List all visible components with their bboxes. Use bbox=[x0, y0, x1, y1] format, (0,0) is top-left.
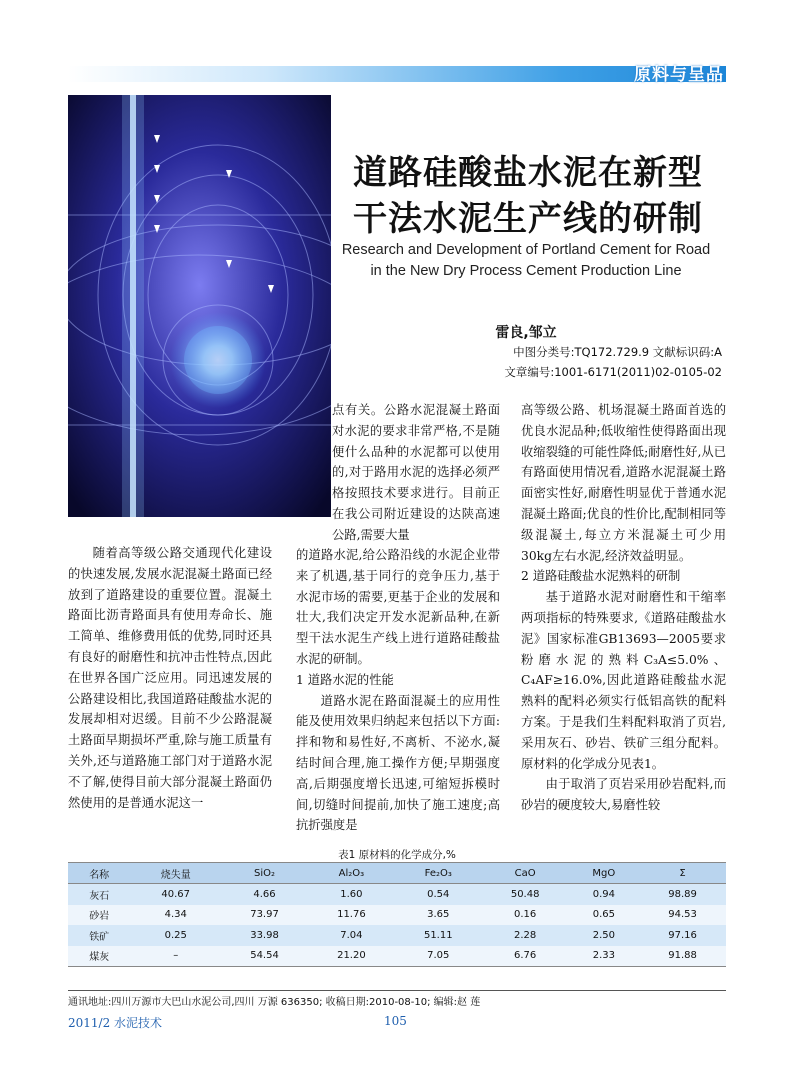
table-header-cell: SiO₂ bbox=[221, 863, 308, 884]
correspondence-address: 通讯地址:四川万源市大巴山水泥公司,四川 万源 636350; 收稿日期:2010-08-10; 编辑:赵 莲 bbox=[68, 997, 481, 1008]
table-cell: 0.16 bbox=[482, 905, 569, 926]
paragraph: 点有关。公路水泥混凝土路面对水泥的要求非常严格,不是随便什么品种的水泥都可以使用的,对于路用水泥的选择必须严格按照技术要求进行。目前正在我公司附近建设的达陕高速公路,需要大量 bbox=[332, 403, 500, 542]
cover-illustration bbox=[68, 95, 331, 517]
table-cell: 91.88 bbox=[639, 946, 726, 967]
title-chinese-line-1: 道路硅酸盐水泥在新型 bbox=[353, 153, 703, 193]
table-cell: 51.11 bbox=[395, 925, 482, 946]
table-cell: 11.76 bbox=[308, 905, 395, 926]
body-column-1 bbox=[68, 543, 272, 813]
table-cell: 40.67 bbox=[130, 884, 221, 905]
title-english bbox=[330, 240, 722, 282]
table-cell: 0.94 bbox=[569, 884, 639, 905]
table-cell: 4.66 bbox=[221, 884, 308, 905]
table-cell: 煤灰 bbox=[68, 946, 130, 967]
chemical-composition-table bbox=[68, 862, 726, 967]
table-cell: 灰石 bbox=[68, 884, 130, 905]
body-column-2 bbox=[296, 545, 500, 836]
title-chinese bbox=[336, 150, 720, 242]
table-cell: 2.28 bbox=[482, 925, 569, 946]
table-row bbox=[68, 884, 726, 905]
classification-number: 中图分类号:TQ172.729.9 文献标识码:A bbox=[513, 345, 722, 359]
page-number: 105 bbox=[384, 1014, 407, 1028]
table-cell: 7.04 bbox=[308, 925, 395, 946]
table-cell: 铁矿 bbox=[68, 925, 130, 946]
title-english-line-2: in the New Dry Process Cement Production Line bbox=[370, 263, 682, 279]
paragraph: 的道路水泥,给公路沿线的水泥企业带来了机遇,基于同行的竞争压力,基于水泥市场的需要,更基于企业的发展和壮大,我们决定开发水泥新品种,在新型干法水泥生产线上进行道路硅酸盐水泥的研制。 bbox=[296, 548, 500, 666]
paragraph: 道路水泥在路面混凝土的应用性能及使用效果归纳起来包括以下方面:拌和物和易性好,不离析、不泌水,凝结时间合理,施工操作方便;早期强度高,后期强度增长迅速,可缩短拆模时间,切缝时间提前,加快了施工速度;高抗折强度是 bbox=[296, 693, 500, 833]
paragraph: 随着高等级公路交通现代化建设的快速发展,发展水泥混凝土路面已经放到了道路建设的重要位置。混凝土路面比沥青路面具有使用寿命长、施工简单、维修费用低的优势,同时还具有良好的耐磨性和抗冲击性特点,因此在世界各国广泛应用。同迅速发展的公路建设相比,我国道路硅酸盐水泥的发展却相对迟缓。目前不少公路混凝土路面早期损坏严重,除与施工质量有关外,还与道路施工部门对于道路水泥不了解,使得目前大部分混凝土路面仍然使用的是普通水泥这一 bbox=[68, 546, 272, 810]
table-cell: 97.16 bbox=[639, 925, 726, 946]
paragraph: 基于道路水泥对耐磨性和干缩率两项指标的特殊要求,《道路硅酸盐水泥》国家标准GB13693—2005要求粉磨水泥的熟料C₃A≤5.0%、C₄AF≥16.0%,因此道路硅酸盐水泥熟料的配料必须实行低铝高铁的配料方案。于是我们生料配料取消了页岩,采用灰石、砂岩、铁矿三组分配料。原材料的化学成分见表1。 bbox=[521, 590, 726, 771]
journal-name: 2011/2 水泥技术 bbox=[68, 1016, 163, 1030]
article-number: 文章编号:1001-6171(2011)02-0105-02 bbox=[504, 365, 722, 379]
table-header-cell: Fe₂O₃ bbox=[395, 863, 482, 884]
table-cell: 2.50 bbox=[569, 925, 639, 946]
table-cell: 1.60 bbox=[308, 884, 395, 905]
body-column-3 bbox=[521, 400, 726, 816]
table-cell: 砂岩 bbox=[68, 905, 130, 926]
table-cell: 54.54 bbox=[221, 946, 308, 967]
paragraph: 由于取消了页岩采用砂岩配料,而砂岩的硬度较大,易磨性较 bbox=[521, 777, 726, 813]
footer-divider bbox=[68, 990, 726, 991]
body-column-2-top bbox=[332, 400, 500, 546]
title-english-line-1: Research and Development of Portland Cement for Road bbox=[341, 242, 711, 258]
section-heading: 2 道路硅酸盐水泥熟料的研制 bbox=[521, 569, 681, 584]
table-row bbox=[68, 946, 726, 967]
table-cell: 73.97 bbox=[221, 905, 308, 926]
table-header-cell: Al₂O₃ bbox=[308, 863, 395, 884]
table-cell: 98.89 bbox=[639, 884, 726, 905]
table-cell: 6.76 bbox=[482, 946, 569, 967]
title-chinese-line-2: 干法水泥生产线的研制 bbox=[353, 199, 703, 239]
table-header-row bbox=[68, 863, 726, 884]
table-header-cell: 烧失量 bbox=[130, 863, 221, 884]
table-cell: 3.65 bbox=[395, 905, 482, 926]
table-row bbox=[68, 925, 726, 946]
authors: 雷良,邹立 bbox=[495, 325, 557, 341]
table-cell: 0.25 bbox=[130, 925, 221, 946]
table-header-cell: 名称 bbox=[68, 863, 130, 884]
paragraph: 高等级公路、机场混凝土路面首选的优良水泥品种;低收缩性使得路面出现收缩裂缝的可能性降低;耐磨性好,从已有路面使用情况看,道路水泥混凝土路面密实性好,耐磨性明显优于普通水泥混凝土路面;优良的性价比,配制相同等级混凝土,每立方米混凝土可少用30kg左右水泥,经济效益明显。 bbox=[521, 403, 726, 563]
table-cell: 7.05 bbox=[395, 946, 482, 967]
table-cell: 0.54 bbox=[395, 884, 482, 905]
table-header-cell: Σ bbox=[639, 863, 726, 884]
table-row bbox=[68, 905, 726, 926]
table-cell: 2.33 bbox=[569, 946, 639, 967]
table-cell: 33.98 bbox=[221, 925, 308, 946]
table-header-cell: MgO bbox=[569, 863, 639, 884]
table-cell: 4.34 bbox=[130, 905, 221, 926]
table-header-cell: CaO bbox=[482, 863, 569, 884]
section-heading: 1 道路水泥的性能 bbox=[296, 672, 394, 687]
table-cell: 50.48 bbox=[482, 884, 569, 905]
table-cell: 94.53 bbox=[639, 905, 726, 926]
section-header: 原料与呈品 bbox=[634, 65, 724, 85]
table-cell: 0.65 bbox=[569, 905, 639, 926]
table-caption: 表1 原材料的化学成分,% bbox=[338, 849, 456, 861]
header-bar bbox=[68, 66, 726, 82]
table-cell: 21.20 bbox=[308, 946, 395, 967]
table-cell: – bbox=[130, 946, 221, 967]
